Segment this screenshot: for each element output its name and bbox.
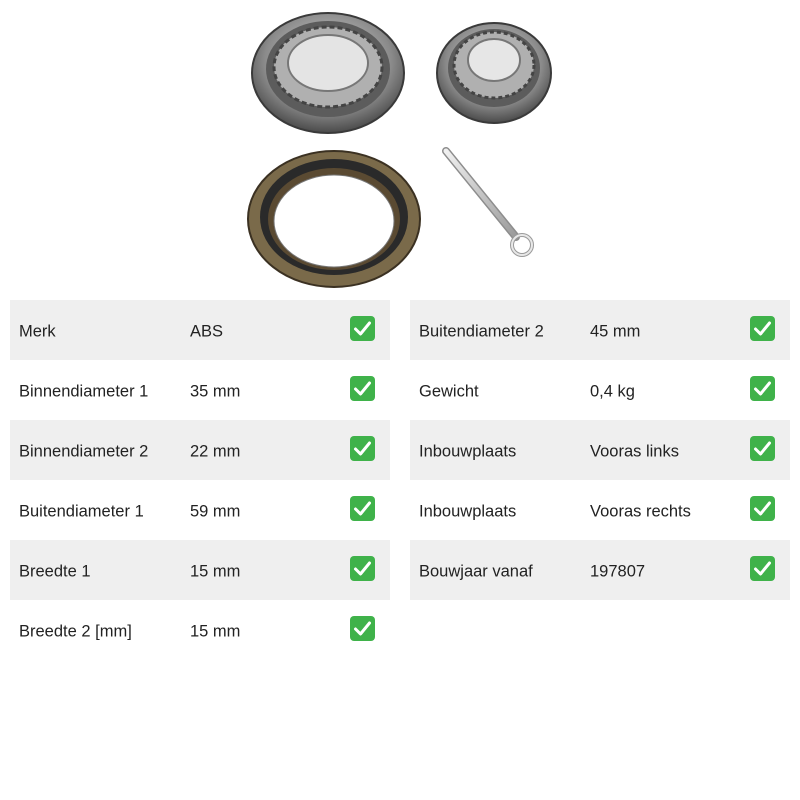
spec-value: 15 mm xyxy=(190,622,241,641)
spec-row xyxy=(10,540,390,600)
spec-label: Breedte 2 [mm] xyxy=(19,622,132,641)
spec-value: 35 mm xyxy=(190,382,241,401)
spec-row xyxy=(410,420,790,480)
green-check-icon xyxy=(350,496,375,521)
spec-value: 22 mm xyxy=(190,442,241,461)
spec-value: Vooras rechts xyxy=(590,502,691,521)
green-check-icon xyxy=(750,436,775,461)
green-check-icon xyxy=(350,436,375,461)
product-image xyxy=(240,5,560,290)
spec-row xyxy=(10,600,390,660)
spec-row xyxy=(10,300,390,360)
spec-value: 15 mm xyxy=(190,562,241,581)
oil-seal xyxy=(248,151,420,287)
large-bearing xyxy=(252,13,404,133)
green-check-icon xyxy=(750,376,775,401)
spec-row xyxy=(410,540,790,600)
spec-row xyxy=(410,300,790,360)
green-check-icon xyxy=(350,316,375,341)
spec-label: Buitendiameter 2 xyxy=(419,322,544,341)
green-check-icon xyxy=(350,376,375,401)
spec-value: 197807 xyxy=(590,562,646,581)
spec-row xyxy=(410,480,790,540)
spec-label: Binnendiameter 2 xyxy=(19,442,149,461)
spec-row xyxy=(10,420,390,480)
spec-label: Merk xyxy=(19,322,56,341)
cotter-pin xyxy=(446,151,532,255)
spec-label: Gewicht xyxy=(419,382,479,401)
green-check-icon xyxy=(750,496,775,521)
spec-row xyxy=(10,360,390,420)
spec-row xyxy=(410,360,790,420)
green-check-icon xyxy=(350,556,375,581)
spec-value: Vooras links xyxy=(590,442,679,461)
spec-label: Bouwjaar vanaf xyxy=(419,562,533,581)
spec-label: Binnendiameter 1 xyxy=(19,382,149,401)
spec-value: 0,4 kg xyxy=(590,382,635,401)
spec-table-right xyxy=(410,300,790,600)
spec-label: Inbouwplaats xyxy=(419,502,517,521)
spec-row xyxy=(10,480,390,540)
spec-value: 59 mm xyxy=(190,502,241,521)
green-check-icon xyxy=(750,556,775,581)
spec-table-left xyxy=(10,300,390,660)
small-bearing xyxy=(437,23,551,123)
spec-label: Breedte 1 xyxy=(19,562,91,581)
green-check-icon xyxy=(750,316,775,341)
spec-value: 45 mm xyxy=(590,322,641,341)
spec-label: Inbouwplaats xyxy=(419,442,517,461)
spec-label: Buitendiameter 1 xyxy=(19,502,144,521)
spec-value: ABS xyxy=(190,322,224,341)
green-check-icon xyxy=(350,616,375,641)
